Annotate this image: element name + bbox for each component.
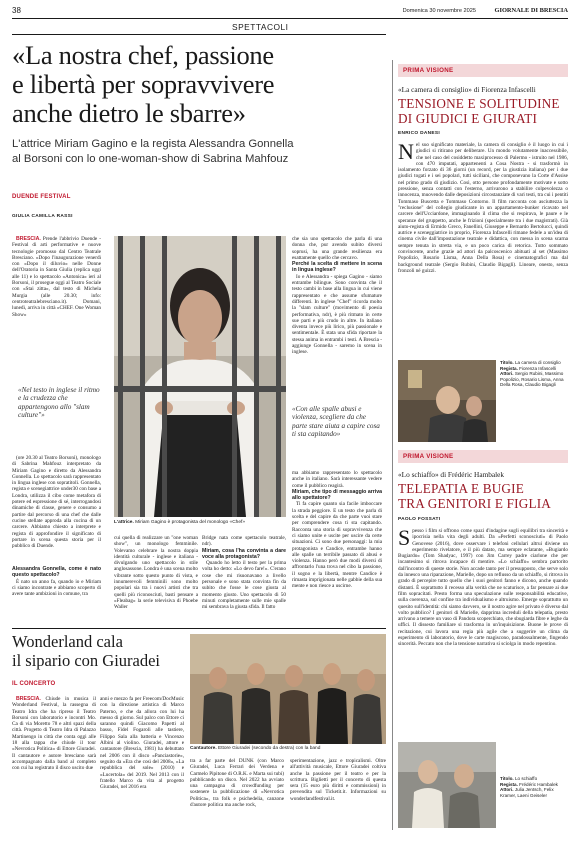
paragraph: pesso i film si offrono come spazi d'indagine sugli equilibri tra sincerità e ipocrisia nella vita degli adulti. Da «Perfetti sconosciuti» di Paolo Genovese (2016), dove osservare i telefoni cellulari altrui diviene un esperimento rivelatore, e il più datato, ma sempre eclatante, «Bugiardo Bugiardo» (Tom Shadyac, 1997) con Jim Carrey padre ciarlone che per incantesimo si ritrova incapace di mentire. «Lo schiaffo» sembra partorito dall'incontro di queste storie. Non accade tanto per il presupposto, che serve solo da innesco una riparazione, Marielle, dopo un reflusso da un schiaffo, si ritrova in grado di percepire tutto quello che i suoi genitori fanno e dicono, anche quando distanti. È soprattutto il recesso alla verità che ne scaturisce, a far pensare ai due film sopracitati. Presto forma una speculazione sulle responsabilità educative, sulla coerenza, sul confine tra individualismo e altruismo. Emerge soprattutto un quesito sull'identità: chi siamo davvero, se il nostro agire nel privato è diverso dal volto pubblico? I genitori di Marielle, dapprima increduli della telepatia, presto arrivano a temere un vaso di Pandora scoperchiato, che sbugiarda fibre e leghe da uffici. Il dissesto familiare si trasforma in un'inquisizione. Buone le prove di recitazione, cui lavora una regia più agile che a suggerire un clima da esperimento di laboratorio, dove le carte magiscono, paradossalmente, fingendo sincerità. Peccato non che la tensione narrativa si sciolga in modo repentino. [398,528,568,648]
title-line: il sipario con Giuradei [12,651,161,670]
bottom-article-rule [12,628,386,629]
caption-label: Cantautore. [190,746,217,751]
main-article-title [12,41,386,128]
bottom-col2-text [100,696,184,830]
band-photo [190,634,386,744]
title-line: Wonderland cala [12,632,123,651]
issue-date: Domenica 30 novembre 2025 [402,8,476,14]
main-col3-text [202,535,286,623]
sheet-value: Sergio Rubini, Massimo Popolizio, Rosario Lisma, Anna Della Rosa, Claudio Bigagli [500,371,564,388]
sheet-value: Fiorenza Infascelli [519,365,557,371]
bottom-kicker: IL CONCERTO [12,681,56,687]
paragraph: sperimentazione, jazz e tropicalismi. Oltre all'attività musicale, Ettore Giuradei coltiva anche la passione per il teatro e per la scrittura. Biglietti per il concerto di questa sera (15 euro più diritti e commissioni) in prevendita sul Ticketit.it. Informazioni su wonderlandfestival.it. [290,758,386,802]
title-line: «La nostra chef, passione [12,40,274,70]
paragraph: (ore 20.30 al Teatro Borsoni), monologo di Sabrina Mahfouz interpretato da Miriam Gagino e diretto da Alessandra Gonnella. Lo spettacolo sarà rappresentato in lingua inglese con sopratitoli. Gonnella, regista e scenegiattrice under30 con base a Londra, utilizza il cibo come metafora di potere ed espressione di sé, interrogandosi dinamiche di classe, genere e consumo a partire dal percorso di una chef che dalle cucine stellate approda alla cucina di un carcere. Abbiamo chiesto a interprete e regista di approfondire il significato di portare in scena questa storia per il pubblico di Duende. [12,455,101,550]
sidebar2-tag: PRIMA VISIONE [398,450,568,463]
paragraph: che sia uno spettacolo che parla di una donna che, pur avendo subito diversi soprusi, ha una grande resilienza era esattamente quello che cercavo. [292,236,382,261]
paragraph: Quando ho letto il testo per la prima volta ho detto: «Lo devo fare!». C'erano cose che mi risuonavano a livello personale e sono stata convinta fin da subito che fosse le cose giusta al momento giusto. Uno spettacolo di 50 minuti completamente sulle mie spalle mi sembrava la giusta sfida. Il fatto [202,560,286,611]
subtitle-line: al Borsoni con lo one-woman-show di Sabrina Mahfouz [12,152,289,165]
bottom-article-title [12,632,182,670]
paragraph: Ti fa capire quanto sia facile imboccare la strada peggiore. E un testo che parla di scelta e del capire da che parte vuoi stare per comprendere cosa ti sta capitando. Racconta una storia di sopravvivenza che ci siamo unite e uscite per uscire da certe situazioni. Ci sono due personaggi: la mia protagonista e Candice, entrambe hanno alle spalle un terribile passato di abusi e violenza. Hanno però due modi diversi di affrontarlo l'una trova nel cibo la passione, il sogno e la libertà, mentre Candice è rimasta imprigionata nelle gabbie della sua mente e non riesce a uscirne. [292,501,382,590]
sheet-key: Titolo. [500,776,514,781]
sheet-key: Titolo. [500,360,514,365]
main-col4-text [292,236,382,396]
bottom-col3-text [190,758,284,830]
sidebar1-kicker: «La camera di consiglio» di Fiorenza Infascelli [398,85,536,94]
main-col2-text [114,535,198,623]
section-name: SPETTACOLI [232,22,289,32]
main-kicker: DUENDE FESTIVAL [12,194,71,200]
question: Miriam, che tipo di messaggio arriva allo spettatore? [292,488,382,502]
band-photo-art [190,634,386,744]
film1-sheet [500,360,568,388]
subtitle-line: L'attrice Miriam Gagino e la regista Alessandra Gonnella [12,138,294,150]
pull-quote-right: «Con alle spalle abusi e violenza, scegliere da che parte stare aiuta a capire cosa ti sta capitando» [292,405,380,439]
dateline: BRESCIA. [16,696,41,702]
sheet-key: Regista. [500,365,518,371]
dropcap: S [398,528,411,550]
title-line: DI GIUDICI E GIURATI [398,111,538,126]
question: Alessandra Gonnella, come è nato questo spettacolo? [12,566,101,579]
sidebar1-author: ENRICO DANESI [398,131,441,136]
paragraph: anni e mezzo fa per Freecom/DocMusic con la direzione artistica di Marco Paterno, e che da allora con lui ha messo di giorno. Sul palco con Ettore ci saranno quindi Giacomo Papetti al basso, Fidel Fogaroli alle tastiere, Filippo Sala alla batteria e Vincenzo Albini al violino. Giuradei, attore e cantautore (Brescia, 1981) ha debuttato nel 2006 con il disco «Panciastorie», seguito da «Era che così del 2008», «La repubblica del sole» (2010) e «Lucertola» del 2019. Nel 2013 con il fratello Marco da vita al progetto Giuradei, nel 2016 era [100,696,184,791]
paragraph: Chiude in musica il Wonderland Festival, la rassegna di Teatro Idra che ha ripreso il Teatro Borsoni con laboratorio e incontri Mo. Ca di via Moretto 78 e altri spazi della città. Progetto di Teatro Idra di Palazzo Martinengo in città che conta oggi alle 18 alla tappa che chiude il tour «Nevrotica Politica» di Ettore Giuradei. Il cantautore e autore bresciano sarà accompagnato dalla band al completo con cui ha registrato il disco uscito due [12,696,96,772]
sidebar1-title [398,96,568,126]
bottom-col1-text [12,696,96,830]
paragraph: el suo significato materiale, la camera di consiglio è il luogo in cui i giudici si ritirano per deliberare. Un mondo volutamente inaccessibile, che nel caso del cosiddetto maxiprocesso di Palermo - istruito nel 1986, con 470 imputati, appartenenti a Cosa Nostra - si trasformò in isolamento forzato di 36 giorni (un record, per la giustizia italiana) per i due giudici togati e i sei popolari, tutti siciliani, che componevano la Corte d'Assise nel primo grado di giudizio. Così, otto persone profondamente motivate e sotto pressione, senza contatti con l'esterno, arrivarono a stabilire colpevolezza o innocenza, muovendo dalle deposizioni circostanziate di vari testi, tra cui i pentiti Tommaso Buscetta e Tommaso Contorno. Il film racconta con asciuttezza la "reclusione" del collegio giudicante in un appartamento-bunker ricavato nel carcere dell'Ucciardone, immaginando il clima che si respirava, le paure e le speranze del gruppetto, anche le frizioni (specialmente tra i due magistrati). Già aiuto-regista di Ermido Greco, Fanellini, Giuseppe e Bernardo Bertolucci, quindi autrice e sceneggiatrice in proprio, Fiorenza Infascelli rimane fedele a un'idea di cinema civile dall'impostazione teatrale e didattica, con messa in scena scarna sempre tenuta in stretta via, e un poco carica di retorica. Tutto sommato convincente, anche grazie ad attori da palcoscenico abituati al set (Massimo Popolizio, Rosario Lisma, Anna Della Rosa) e cinematografici ma dal background teatrale (Sergio Rubini, Claudio Bigagli). Lineare, onesto, senza fronzoli né guizzi. [398,142,568,274]
chef-photo-art [114,236,286,517]
film2-photo [398,742,496,828]
band-photo-caption [190,746,386,752]
paragraph: tra a far parte del DUNK (con Marco Giuradei, Luca Ferrari dei Verdena e Carmelo Pipitone di O.R.K. e Marta sui tubi) pubblicando un disco. Nel 2022 ha avviato una campagna di crowdfunding per sostenere la pubblicazione di «Nevrotica Politica», tra folk e psichedelia, canzone d'autore politica ma anche rock, [190,758,284,809]
caption-label: L'attrice. [114,520,134,525]
film1-photo [398,360,496,442]
film1-photo-art [398,360,496,442]
question: Perché la scelta di mettere in scena in lingua inglese? [292,261,382,274]
sidebar2-author: PAOLO FOSSATI [398,517,441,522]
paragraph: Prende l'abbrivio Duende - Festival di arti performative e nuove tecnologie promosso dal Centro Teatrale Bresciano. «Dopo l'inaugurazione venerdì con «Dopo il diluvio» nelle Donne dell'Oratoria in Santa Giulia (replica oggi alle 11) e lo spettacolo «Antonica» ieri al Borsoni, il prosegue oggi al Teatro Sociale con «Stai zitta», dal testo di Michela Murgia (alle 20.30; info: centroteatralebresciano.it). Domani, lunedì, arriva in città «CHEF. One Woman Show» [12,236,101,318]
sheet-key: Attori. [500,371,514,377]
sheet-value: La camera di consiglio [514,360,561,365]
paragraph: Io e Alessandra - spiega Gagino - siamo entrambe bilingue. Sono convinta che il testo cambi in base alla lingua in cui viene rappresentato e che assume sfumature differenti. In inglese "Chef" ricorda molto la "slam culture" (movimento di poesia performativa, ndr), è più ritmato in certe sue parti e più crudo in altre. In italiano diventa invece più lirico, più passionale e sentimentale. È stata una sfida riportare la stessa anima in entrambi i testi. A Brescia - aggiunge Gonnella - saremo in scena in inglese. [292,273,382,356]
chef-photo-caption [114,520,286,526]
title-line: e libertà per sopravvivere [12,69,275,99]
caption-text: Ettore Giuradei (secondo da destra) con la band [218,746,321,751]
sheet-key: Regista. [500,781,518,787]
film2-sheet [500,776,568,798]
dropcap: N [398,142,414,164]
title-line: TRA GENITORI E FIGLIA [398,496,552,511]
page-header [12,6,568,18]
section-rule [12,34,386,35]
chef-photo [114,236,286,517]
main-author: GIULIA CAMILLA RASSI [12,214,73,219]
column-separator [392,60,393,830]
sidebar2-title [398,481,568,511]
main-col4-text-b [292,470,382,622]
sheet-value: Frédéric Hambalek [519,781,558,787]
sidebar2-kicker: «Lo schiaffo» di Frédéric Hambalek [398,470,505,479]
sidebar1-text [398,142,568,354]
bottom-col4-text [290,758,386,830]
main-col1-text-b [12,455,101,565]
paragraph: ma abbiamo rappresentato lo spettacolo anche in italiano. Sarà interessante vedere come il pubblico reagirà. [292,470,382,489]
sidebar1-tag: PRIMA VISIONE [398,64,568,77]
question: Miriam, cosa l'ha convinta a dare voce alla protagonista? [202,547,286,560]
main-col1-text-c [12,566,101,622]
pull-quote-left: «Nel testo in inglese il ritmo e la crudezza che appartengono allo "slam culture"» [18,386,100,420]
main-col1-text [12,236,101,386]
page-number: 38 [12,6,21,15]
title-line: TELEPATIA E BUGIE [398,481,524,496]
sidebar2-text [398,528,568,734]
main-article-subtitle [12,137,386,166]
title-line: TENSIONE E SOLITUDINE [398,96,560,111]
sheet-value: Lo schiaffo [514,776,538,781]
sheet-key: Attori. [500,787,514,793]
sheet-value: Julia Jentsch, Felix Kramer, Laeni Geiseler [500,787,554,798]
header-rule [12,18,568,19]
paragraph: È nato un anno fa, quando io e Miriam ci siamo incontrate e abbiamo scoperto di avere tante ambizioni in comune, tra [12,578,101,598]
caption-text: Miriam Gagino è protagonista del monologo «Chef» [135,520,246,525]
film2-photo-art [398,742,496,828]
newspaper-name: GIORNALE DI BRESCIA [494,7,568,14]
title-line: anche dietro le sbarre» [12,98,246,128]
paragraph: cui quella di realizzare un "one woman show", un monologo femminile. Volevamo celebrare la nostra doppia identità culturale - inglese e italiana - divulgando uno spettacolo in stile anglosassone. Londra è una scena molto vibrante sotto questo punto di vista, e innumerevoli femminili sono molto popolari sia tra i nuovi artisti che tra quelli più riconosciuti, basti pensare a «Fleabag» la serie televisiva di Phoebe Waller [114,535,198,611]
paragraph: Bridge nata come spettacolo teatrale, ndr). [202,535,286,548]
dateline: BRESCIA. [16,236,41,242]
